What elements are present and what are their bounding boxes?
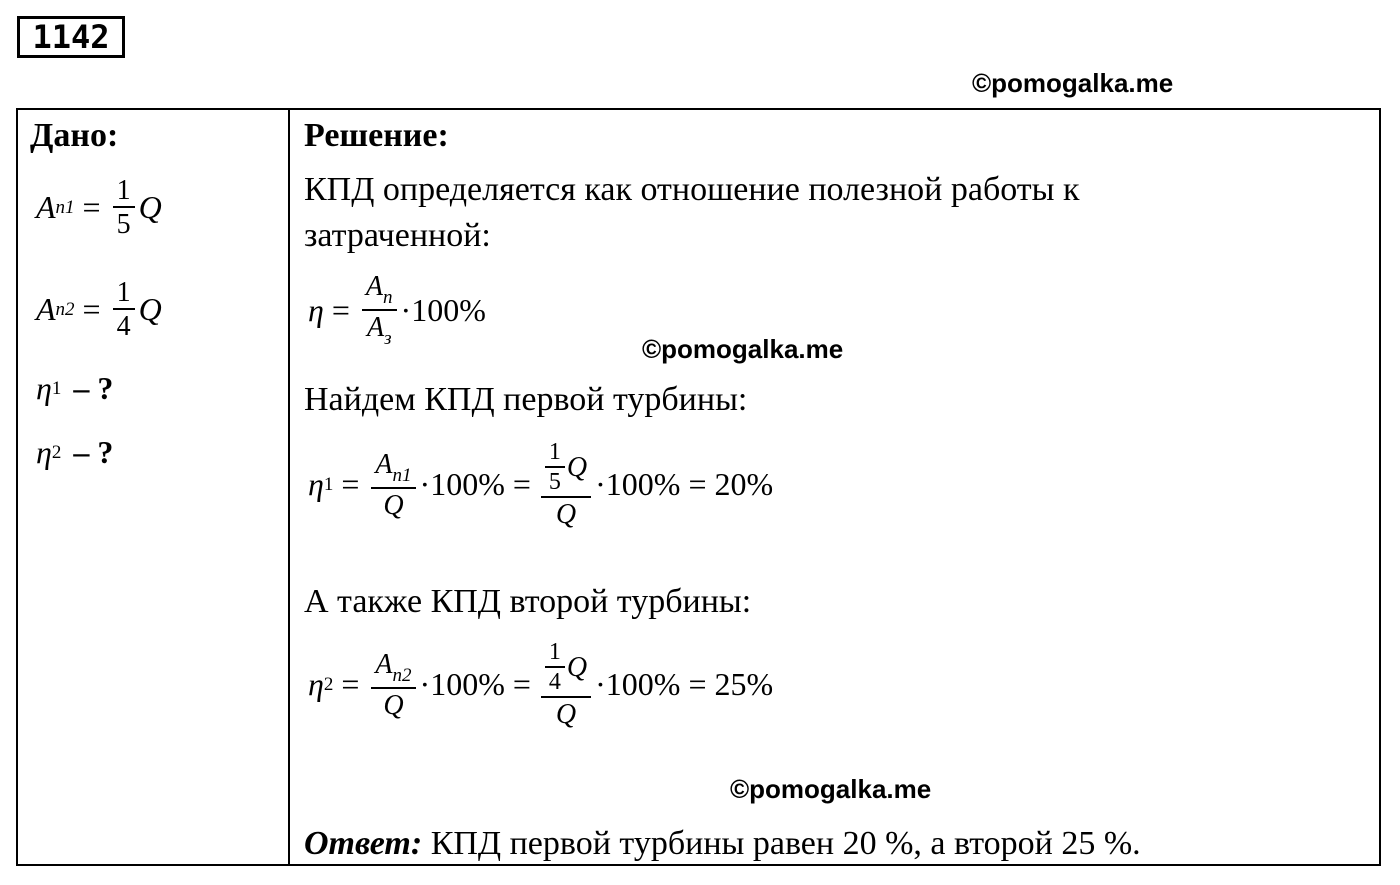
first-formula-eta: η: [308, 466, 324, 503]
second-formula-fraction-1: [371, 650, 415, 720]
first-formula-fraction-2: [541, 440, 591, 530]
general-formula: [308, 272, 486, 349]
given-item-1-denominator: 5: [116, 209, 131, 241]
second-formula-eta-sub: 2: [323, 673, 334, 695]
given-item-1-var: Q: [138, 189, 162, 226]
given-item-1-sub: п1: [55, 196, 75, 218]
first-formula-fraction-1: [371, 450, 415, 520]
unknown-2-sub: 2: [51, 441, 62, 463]
second-formula-den2: Q: [555, 699, 577, 731]
first-formula: [308, 440, 773, 530]
general-formula-tail: ·100%: [400, 291, 486, 328]
unknown-1-sub: 1: [51, 377, 62, 399]
second-formula-num1-sub: п2: [392, 664, 412, 686]
answer-text: КПД первой турбины равен 20 %, а второй 25 %.: [422, 825, 1141, 862]
first-formula-num1-sub: п1: [392, 464, 412, 486]
first-formula-num1: A: [375, 448, 393, 480]
second-formula-inner-fraction: [545, 640, 565, 695]
problem-number: 1142: [17, 16, 125, 58]
first-formula-inner-fraction: [545, 440, 565, 495]
column-divider: [288, 108, 290, 866]
watermark-middle: ©pomogalka.me: [642, 334, 844, 364]
unknown-1-mark: – ?: [73, 370, 114, 406]
intro-line-2: затраченной:: [304, 217, 491, 254]
answer: [304, 824, 1141, 864]
unknown-2-mark: – ?: [73, 434, 114, 470]
unknown-1: [36, 370, 113, 407]
unknown-2: [36, 434, 113, 471]
given-item-2-numerator: 1: [113, 278, 135, 310]
given-item-1-numerator: 1: [113, 176, 135, 208]
general-formula-fraction: [362, 272, 397, 349]
first-formula-result: ·100% = 20%: [595, 466, 774, 503]
first-formula-inner-var: Q: [566, 451, 588, 483]
second-formula-result: ·100% = 25%: [595, 666, 774, 703]
first-formula-den1: Q: [383, 489, 404, 521]
first-formula-mid: ·100% =: [419, 466, 531, 503]
second-formula-num1: A: [375, 648, 393, 680]
general-formula-num: A: [365, 271, 384, 302]
second-formula-den1: Q: [383, 689, 404, 721]
second-formula-inner-var: Q: [566, 651, 588, 683]
given-item-2-sub: п2: [55, 298, 75, 320]
second-turbine-text: А также КПД второй турбины:: [304, 583, 752, 620]
general-formula-den: A: [366, 311, 385, 343]
intro-line-1: КПД определяется как отношение полезной работы к: [304, 171, 1080, 208]
watermark-top: ©pomogalka.me: [972, 68, 1174, 98]
solution-header: Решение:: [304, 117, 449, 154]
first-turbine-text: Найдем КПД первой турбины:: [304, 381, 748, 418]
given-item-2: A п2 = $\frac{1}{4}$ Q: [36, 277, 162, 343]
second-formula-equals: =: [341, 666, 360, 703]
given-item-2-denominator: 4: [116, 311, 131, 343]
first-formula-den2: Q: [555, 499, 577, 531]
general-formula-den-sub: з: [384, 327, 392, 349]
second-formula-inner-num: 1: [545, 640, 565, 668]
first-formula-eta-sub: 1: [323, 473, 334, 495]
second-formula-inner-den: 4: [548, 669, 561, 696]
second-formula: [308, 640, 773, 730]
watermark-bottom: ©pomogalka.me: [730, 774, 932, 804]
general-formula-equals: =: [331, 291, 350, 328]
first-formula-inner-num: 1: [545, 440, 565, 468]
second-formula-eta: η: [308, 666, 324, 703]
given-item-1-fraction: [113, 176, 135, 240]
given-item-2-var: Q: [138, 291, 162, 328]
unknown-1-symbol: η: [36, 370, 52, 406]
first-formula-equals: =: [341, 466, 360, 503]
unknown-2-symbol: η: [36, 434, 52, 470]
given-item-1: A п1 = $\frac{1}{5}$ Q: [36, 175, 162, 241]
general-formula-eta: η: [308, 291, 324, 328]
given-header: Дано:: [30, 117, 119, 154]
general-formula-num-sub: п: [383, 287, 393, 308]
answer-label: Ответ:: [304, 825, 423, 862]
given-item-2-fraction: [113, 278, 135, 342]
given-item-1-lhs: A: [36, 189, 56, 226]
second-formula-mid: ·100% =: [419, 666, 531, 703]
first-formula-inner-den: 5: [548, 469, 561, 496]
given-item-2-lhs: A: [36, 291, 56, 328]
second-formula-fraction-2: [541, 640, 591, 730]
